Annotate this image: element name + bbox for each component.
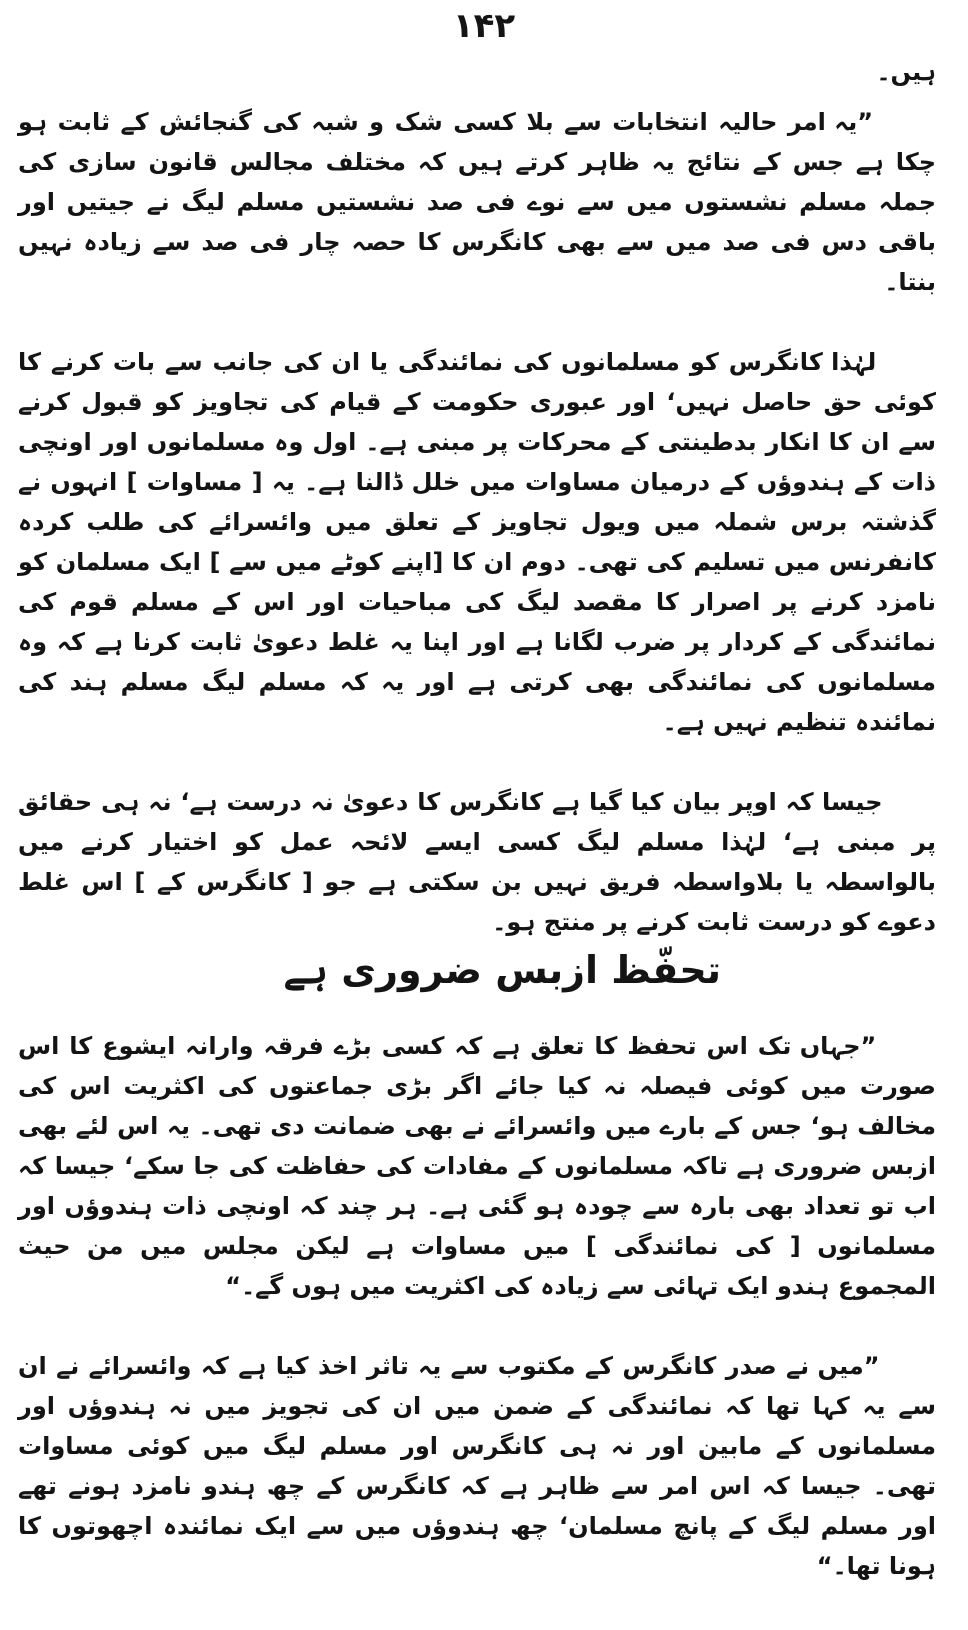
paragraph-viceroy-letter-quote: ”میں نے صدر کانگرس کے مکتوب سے یہ تاثر اخذ کیا ہے کہ وائسرائے نے ان سے یہ کہا تھا کہ نمائندگی کے ضمن میں ان کی تجویز میں نہ ہندوؤں اور مسلمانوں کے مابین اور نہ ہی کانگرس اور مسلم لیگ میں کوئی مساوات تھی۔ جیسا کہ اس امر سے ظاہر ہے کہ کانگرس کے چھ ہندو نامزد ہونے تھے اور مسلم لیگ کے پانچ مسلمان‘ چھ ہندوؤں میں سے ایک نمائندہ اچھوتوں کا ہونا تھا۔“: [18, 1352, 936, 1580]
section-heading: تحفّظ ازبس ضروری ہے: [283, 948, 721, 992]
paragraph-congress-representation: لہٰذا کانگرس کو مسلمانوں کی نمائندگی یا ان کی جانب سے بات کرنے کا کوئی حق حاصل نہیں‘ اور عبوری حکومت کے قیام کی تجاویز کو قبول کرنے سے ان کا انکار بدطینتی کے محرکات پر مبنی ہے۔ اول وہ مسلمانوں اور اونچی ذات کے ہندوؤں کے درمیان مساوات میں خلل ڈالنا ہے۔ یہ [ مساوات ] انہوں نے گذشتہ برس شملہ میں ویول تجاویز کے تعلق میں وائسرائے کی طلب کردہ کانفرنس میں تسلیم کی تھی۔ دوم ان کا [اپنے کوٹے میں سے ] ایک مسلمان کو نامزد کرنے پر اصرار کا مقصد لیگ کی مباحیات اور اس کے مسلم قوم کی نمائندگی کے کردار پر ضرب لگانا ہے اور اپنا یہ غلط دعویٰ ثابت کرنا ہے کہ وہ مسلمانوں کی نمائندگی بھی کرتی ہے اور یہ کہ مسلم لیگ مسلم ہند کی نمائندہ تنظیم نہیں ہے۔: [18, 348, 936, 736]
paragraph-safeguard-quote: ”جہاں تک اس تحفظ کا تعلق ہے کہ کسی بڑے فرقہ وارانہ ایشوع کا اس صورت میں کوئی فیصلہ نہ کیا جائے اگر بڑی جماعتوں کی اکثریت اس کی مخالف ہو‘ جس کے بارے میں وائسرائے نے بھی ضمانت دی تھی۔ یہ اس لئے بھی ازبس ضروری ہے تاکہ مسلمانوں کے مفادات کی حفاظت کی جا سکے‘ جیسا کہ اب تو تعداد بھی بارہ سے چودہ ہو گئی ہے۔ ہر چند کہ اونچی ذات ہندوؤں اور مسلمانوں [ کی نمائندگی ] میں مساوات ہے لیکن مجلس میں من حیث المجموع ہندو ایک تہائی سے زیادہ کی اکثریت میں ہوں گے۔“: [18, 1032, 936, 1300]
paragraph-continuation-end: ہیں۔: [876, 58, 936, 86]
paragraph-congress-claim: جیسا کہ اوپر بیان کیا گیا ہے کانگرس کا دعویٰ نہ درست ہے‘ نہ ہی حقائق پر مبنی ہے‘ لہٰذا مسلم لیگ کسی ایسے لائحہ عمل کو اختیار کرنے میں بالواسطہ یا بلاواسطہ فریق نہیں بن سکتی ہے جو [ کانگرس کے ] اس غلط دعوے کو درست ثابت کرنے پر منتج ہو۔: [18, 788, 936, 936]
paragraph-election-quote: ”یہ امر حالیہ انتخابات سے بلا کسی شک و شبہ کی گنجائش کے ثابت ہو چکا ہے جس کے نتائج یہ ظاہر کرتے ہیں کہ مختلف مجالس قانون سازی کی جملہ مسلم نشستوں میں سے نوے فی صد نشستیں مسلم لیگ نے جیتیں اور باقی دس فی صد میں سے بھی کانگرس کا حصہ چار فی صد سے زیادہ نہیں بنتا۔: [18, 108, 936, 296]
page-number: ۱۴۲: [452, 6, 516, 46]
